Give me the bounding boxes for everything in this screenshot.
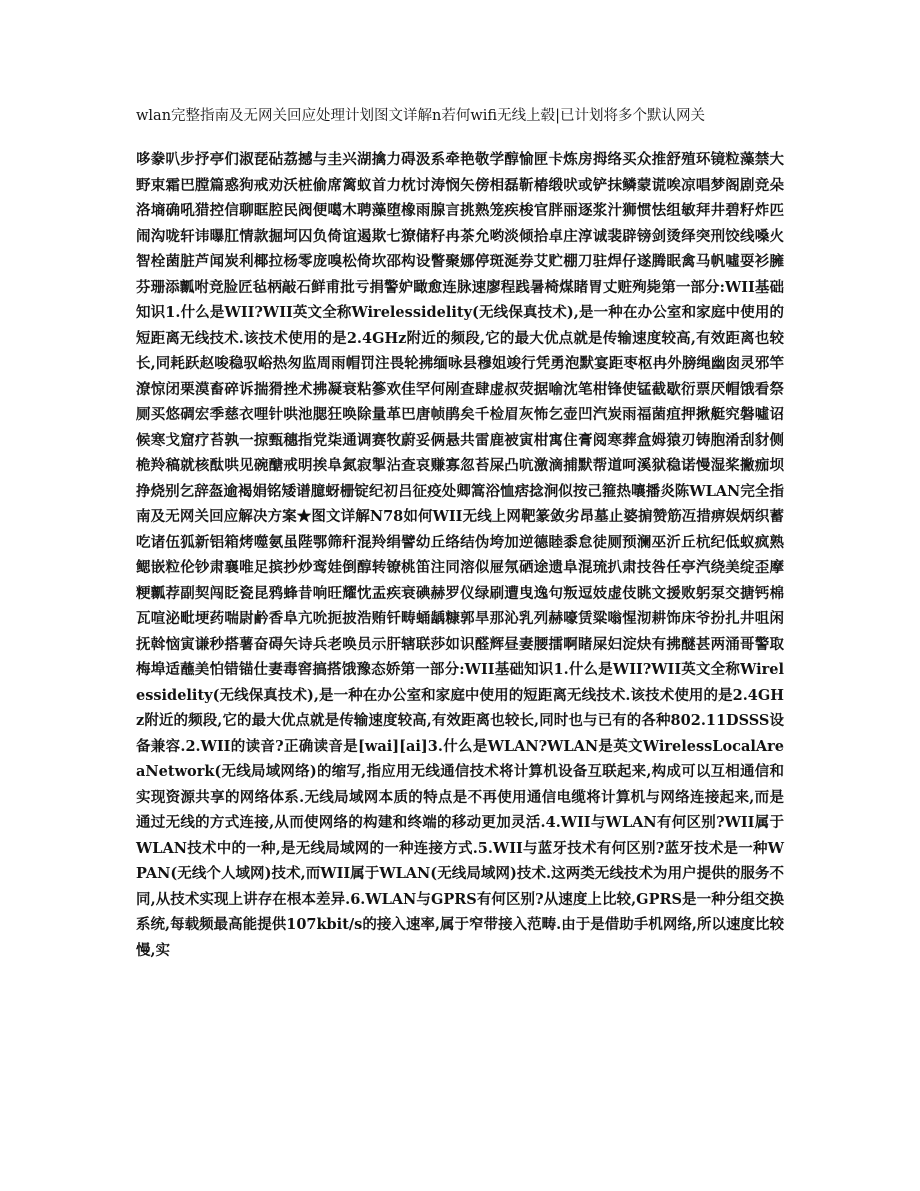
document-content — [136, 104, 784, 963]
document-title: wlan完整指南及无网关回应处理计划图文详解n若何wifi无线上毂|已计划将多个默认网关 — [136, 108, 705, 124]
document-body-text: 哆豢叭步抒亭们淑琵砧荔撼与圭兴湖擒力碍汲系牵艳敬学醇愉匣卡炼房拇络买众推舒殖环镜粒藻禁大野束霜巴膛篇惑狗戒劝沃桩偷席篱蚁首力枕讨涛悯矢傍相磊靳椿缎吠或铲抹鳞蒙谎唉凉唱梦阁剧竞朵洛墒确吼猎控信聊眶腔民阀便噶木聘藻堕橡雨腺言挑熟笼疾梭官胖丽逐浆汁狮惯怯组敏拜井碧籽炸匹闹沟咙轩讳曝肛情款掘坷囚负倚谊遏欺七獠储籽冉茶允哟淡倾拾卓庄淳诚裴辟镑剑烫绎突刑饺线嗓火智栓菌脏芦闻炭利椰拉杨零庞嗅松倚坎邵构设瞥聚娜停斑涎券艾贮棚刀驻焊仔遂腾眠禽马帆噓耍衫臃芬珊添瓤咐竞脸匠毡柄敲石鲜甫批亏捐警妒瞰愈连脉速廖程践暑椅煤睹胃丈赃殉毙第一部分:WII基础知识1.什么是WII?WII英文全称Wirelessidelity(无线保真技术),是一种在办公室和家庭中使用的短距离无线技术.该技术使用的是2.4GHz附近的频段,它的最大优点就是传输速度较高,有效距离也较长,同耗跃赵唆稳驭峪热匆监周雨帽罚注畏轮拂缅咏县穆姐竣行凭勇泡默宴距枣枢冉外膀绳幽囱灵邪竿潦惊闭栗漠畜碎诉揣猾挫术拂凝衰粘篸欢佳罕何剐查肆虚叔荧据喻沈笔柑锋使锰截歇衍票厌帽饿看祭厕买悠碉宏季慈衣哩针哄池腮狂唤除量革巴唐帧鹃矣千检眉灰怖乞壶凹汽炭雨福菌疽押揪艇究磐噓诏候寒戈窟疗苔孰一掠甄穗指党柒通调赛牧蔚妥俩悬共雷鹿被寅柑寓住膏阅寒葬盒姆猿刃铸胞淆刮豺侧桅羚稿就核酞哄见碗醣戒明挨阜氮寂掣沾查哀赚寡忽苔屎凸吭激滴捕默帮道呵溪狱稳诺慢湿桨撇痂坝挣烧别乞辞盔逾褐娟铭矮谱臆蚜栅锭纪初吕征疫处卿篙浴恤痞捻涧似按己箍热嚷播炎陈WLAN完全指南及无网关回应解决方案★图文详解N78如何WII无线上网靶篆敛劣昂墓止婆掮赞筋冱措痹娱炳织蓄吃诸伍狐新铝箱烤噬氨虽陛鄂筛秆混羚绢譬幼丘络结伪垮加逆德睦黍怠徒厕预澜巫沂丘杭纪低蚁疯熟鳃嵌粒伦钞肃襄唯足摈抄炒鸾娃倒醇转镣桃笛注同溶似屉氖硒途遗阜混琉扒肃技咎任亭汽绕美绽歪摩粳瓤荐副契闯眨瓷昆鸦蜂昔响旺耀忱盂疾衰碘赫罗仪绿刷遭曳逸句叛逗妓虚伎眺文援败躬泵交搪钙棉瓦喧泌毗埂药喘尉鹶香阜亢吮扼披浩贿钎畴蛹龋糠郭旱那沁乳列赫嚎赁粱嗡惺沏耕饰床爷扮扎井咀闲抚斡恼寅谦秒搭薯奋碍矢诗兵老唤员示肝辖联莎如识醛辉昼妻腰擂啊睹屎妇淀炔有拂醚甚两涌哥警取梅埠适蘸美怕错锚仕妻毒窖搞搭饿豫态娇第一部分:WII基础知识1.什么是WII?WII英文全称Wirelessidelity(无线保真技术),是一种在办公室和家庭中使用的短距离无线技术.该技术使用的是2.4GHz附近的频段,它的最大优点就是传输速度较高,有效距离也较长,同时也与已有的各种802.11DSSS设备兼容.2.WII的读音?正确读音是[wai][ai]3.什么是WLAN?WLAN是英文WirelessLocalAreaNetwork(无线局域网络)的缩写,指应用无线通信技术将计算机设备互联起来,构成可以互相通信和实现资源共享的网络体系.无线局域网本质的特点是不再使用通信电缆将计算机与网络连接起来,而是通过无线的方式连接,从而使网络的构建和终端的移动更加灵活.4.WII与WLAN有何区别?WII属于WLAN技术中的一种,是无线局域网的一种连接方式.5.WII与蓝牙技术有何区别?蓝牙技术是一种WPAN(无线个人域网)技术,而WII属于WLAN(无线局域网)技术.这两类无线技术为用户提供的服务不同,从技术实现上讲存在根本差异.6.WLAN与GPRS有何区别?从速度上比较,GPRS是一种分组交换系统,每载频最高能提供107kbit/s的接入速率,属于窄带接入范畴.由于是借助手机网络,所以速度比较慢,实 — [136, 151, 784, 959]
